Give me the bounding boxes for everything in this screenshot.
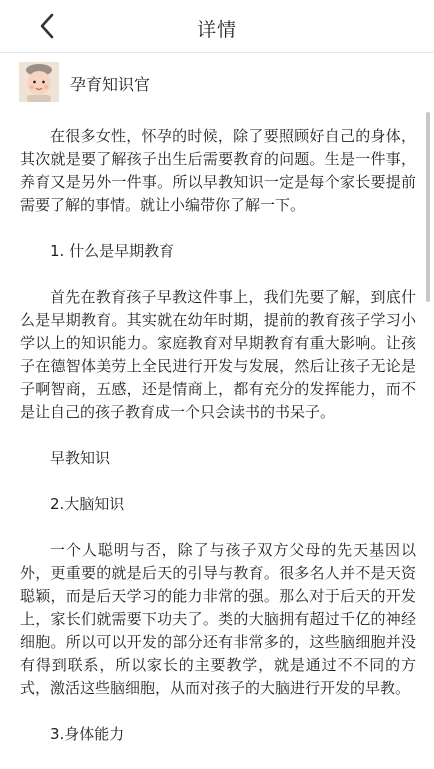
author-row	[0, 60, 434, 108]
section-heading: 早教知识	[50, 449, 111, 467]
baby-avatar-icon	[19, 62, 59, 102]
author-name[interactable]: 孕育知识官	[70, 75, 151, 94]
nav-bar	[0, 0, 434, 53]
section-heading: 3.身体能力	[50, 725, 125, 743]
section-heading: 1. 什么是早期教育	[50, 242, 175, 260]
article-paragraph: 首先在教育孩子早教这件事上，我们先要了解，到底什么是早期教育。其实就在幼年时期，提前的教育孩子学习小学以上的知识能力。家庭教育对早期教育有重大影响。让孩子在德智体美劳上全民进行开发与发展，然后让孩子无论是子啊智商，五感，还是情商上，都有充分的发挥能力，而不是让自己的孩子教育成一个只会读书的书呆子。	[20, 288, 416, 421]
scrollbar[interactable]	[426, 112, 430, 302]
article-body	[20, 125, 416, 769]
article-paragraph: 一个人聪明与否，除了与孩子双方父母的先天基因以外，更重要的就是后天的引导与教育。很多名人并不是天资聪颖，而是后天学习的能力非常的强。那么对于后天的开发上，家长们就需要下功夫了。类的大脑拥有超过千亿的神经细胞。所以可以开发的部分还有非常多的，这些脑细胞并没有得到联系，所以家长的主要教学，就是通过不不同的方式，激活这些脑细胞，从而对孩子的大脑进行开发的早教。	[20, 541, 416, 697]
section-heading: 2.大脑知识	[50, 495, 125, 513]
avatar[interactable]	[19, 62, 59, 102]
page-title: 详情	[196, 19, 237, 41]
article-paragraph: 在很多女性，怀孕的时候，除了要照顾好自己的身体，其次就是要了解孩子出生后需要教育的问题。生是一件事，养育又是另外一件事。所以早教知识一定是每个家长要提前需要了解的事情。就让小编带你了解一下。	[20, 127, 416, 214]
